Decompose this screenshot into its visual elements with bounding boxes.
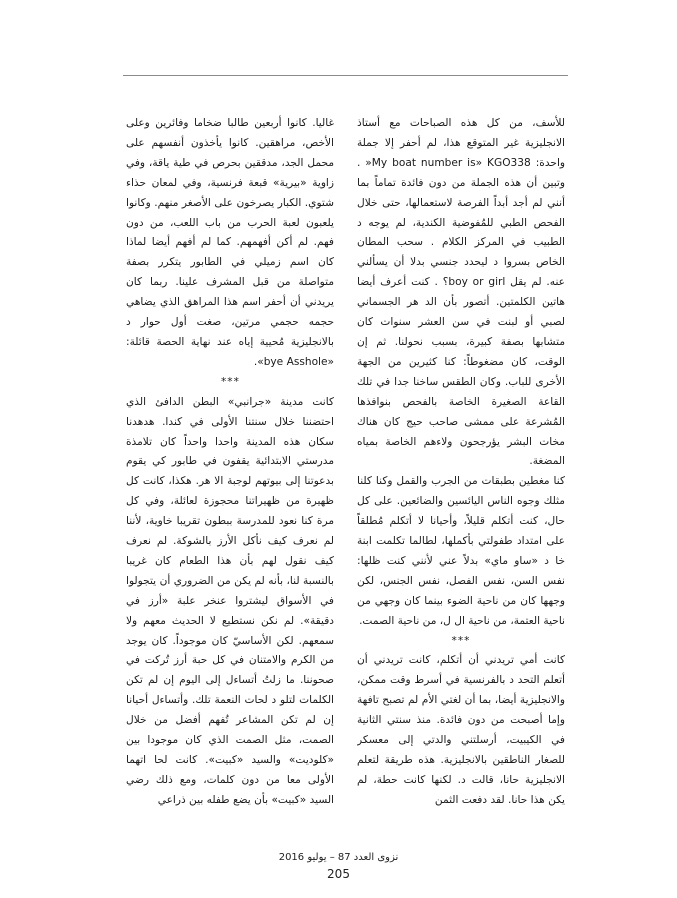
paragraph: للأسف، من كل هذه الصباحات مع أستاذ الانجليزية غير المتوقع هذا، لم أحفر إلا جملة واحدة: My boat number is» KGO338« . وتبين أن هذه الجملة من دون فائدة تماماً بما أنني لم أجد أبداً الفرصة لاستعمالها، حتى خلال الفحص الطبي للمُفوضية الكندية، لم يوجه د الطبيب في المركز الكلام . سحب المطان الخاص بسروا د ليحدد جنسي بدلا أن يسألني عنه. لم يقل boy or girl؟ . كنت أعرف أيضا هاتين الكلمتين. أتصور بأن الد هر الجسماني لصبي أو لبنت في سن العشر سنوات كان متشابها بصفة كبيرة، بسبب نحولنا. ثم إن الوقت، كان مضغوطاً: كنا كثيرين من الجهة الأخرى للباب. وكان الطقس ساخنا جدا في تلك القاعة الصغيرة الخاصة بالفحص بنوافذها المُشرعة على ممشى صاحب حيج كان هناك مخات البشر يؤرجحون ولاءهم الخاصة بمياه المضغة. (357, 117, 565, 468)
paragraph: كانت مدينة «جرانبي» البطن الدافئ الذي احتضننا خلال سنتنا الأولى في كندا. هدهدنا سكان هذه المدينة واحدا واحداً كان تلامذة مدرستي الابتدائية يقفون في طابور كي يقوم بدعوتنا إلى بيوتهم لوجبة الا هر. هكذا، كانت كل ظهيرة من ظهيراتنا محجوزة لعائلة، وفي كل مرة كنا نعود للمدرسة ببطون تقريبا خاوية، لأننا لم نعرف كيف نأكل الأرز بالشوكة. لم نعرف كيف نقول لهم بأن هذا الطعام كان غريبا بالنسبة لنا، بأنه لم يكن من الضروري أن يتجولوا في الأسواق ليشتروا عنخر علبة «أرز في دقيقة». لم نكن نستطيع لا الحديث معهم ولا سمعهم. لكن الأساسيّ كان موجوداً. كان يوجد من الكرم والامتنان في كل حبة أرز تُركت في صحوننا. ما زلتُ أتساءل إلى اليوم إن لم تكن الكلمات لتلو د لحات النعمة تلك. وأتساءل أحيانا إن لم تكن المشاعر تُفهم أفضل من خلال الصمت، مثل الصمت الذي كان موجودا بين «كلوديت» والسيد «كبيت». كانت لحا اتهما الأولى معا من دون كلمات، ومع ذلك رضي السيد «كبيت» بأن يضع طفله بين ذراعي (126, 395, 334, 806)
top-rule (123, 75, 568, 76)
section-separator: *** (221, 375, 240, 388)
right-column (357, 114, 565, 836)
left-column (126, 114, 334, 836)
page-number: 205 (327, 867, 350, 881)
section-separator: *** (451, 634, 471, 647)
issue-line: نزوى العدد 87 – يوليو 2016 (278, 852, 399, 863)
paragraph: غاليا. كانوا أربعين طالبا ضخاما وفائرين وعلى الأخص، مراهقين. كانوا يأخذون أنفسهم على محمل الجد، مدققين بحرص في طية ياقة، وفي زاوية «بيرية» قبعة فرنسية، وفي لمعان حذاء شتوي. الكبار يصرخون على الأصغر منهم. وكانوا يلعبون لعبة الحرب من باب اللعب، من دون فهم. لم أكن أفهمهم. كما لم أفهم أيضا لماذا كان اسم زميلي في الطابور يتكرر بصفة متواصلة من قبل المشرف علينا. ربما كان يريدني أن أحفر اسم هذا المراهق الذي يضاهي حجمه حجمي مرتين، صغت أول حوار د بالانجليزية مُحيية إياه عند نهاية الحصة قائلة: «bye Asshole». (126, 117, 334, 368)
paragraph: كنا مغطين بطبقات من الجرب والقمل وكنا كلنا مثلك وجوه الناس اليائسين والضائعين. على كل حال، كنت أتكلم قليلاً، وأحيانا لا أتكلم مُطلقاً على امتداد طفولتي بأكملها، لطالما تكلمت ابنة خا د «ساو ماي» بدلاً عني لأنني كنت ظلها: نفس السن، نفس الفصل، نفس الجنس، لكن وجهها كان من ناحية الضوء بينما كان وجهي من ناحية العتمة، من ناحية ال ل، من ناحية الصمت. (357, 475, 565, 627)
paragraph: كانت أمي تريدني أن أتكلم، كانت تريدني أن أتعلم التحد د بالفرنسية في أسرط وقت ممكن، والانجليزية أيضا، بما أن لغتي الأم لم تصبح تافهة وإما أصبحت من دون فائدة. منذ سنتي الثانية في الكيبيت، أرسلتني والدتي إلى معسكر للصغار الناطقين بالانجليزية. هذه طريقة لتعلم الانجليزية حانا، قالت د. لكنها كانت حطة، لم يكن هذا حانا. لقد دفعت الثمن (357, 654, 565, 806)
